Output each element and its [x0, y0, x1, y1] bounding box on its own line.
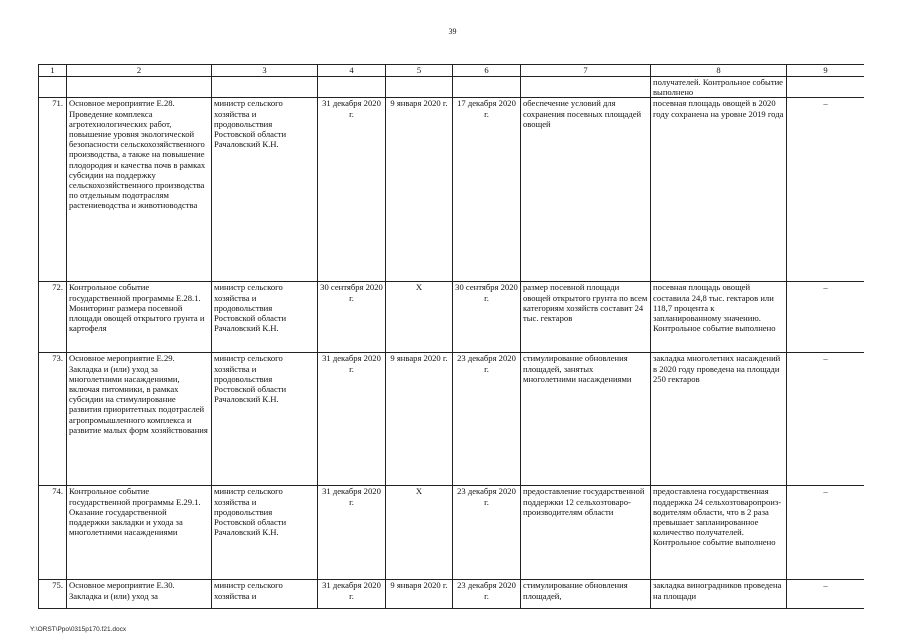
- cell-responsible: министр сельского хозяйства и продовольствия Ростовской области Рачаловский К.Н.: [212, 282, 318, 353]
- page-number: 39: [448, 27, 457, 36]
- table-row: [39, 98, 865, 282]
- cell-actual-result: закладка многолетних насаждений в 2020 году проведена на площади 250 гектаров: [651, 353, 787, 486]
- table-row: [39, 580, 865, 609]
- column-header: 2: [67, 65, 212, 77]
- cell-start-date: 9 января 2020 г.: [386, 98, 453, 282]
- table-row: [39, 282, 865, 353]
- cell-number: 75.: [39, 580, 67, 609]
- footer-file-path: Y:\ORST\Ppo\0315p170.f21.docx: [30, 626, 127, 633]
- report-table: [38, 64, 864, 609]
- cell-number: 73.: [39, 353, 67, 486]
- cell-number: 72.: [39, 282, 67, 353]
- cell-start-date: Х: [386, 282, 453, 353]
- column-header: 8: [651, 65, 787, 77]
- cell-problems: –: [787, 486, 865, 580]
- column-header: 1: [39, 65, 67, 77]
- cell-actual-result: посевная площадь овощей составила 24,8 тыс. гектаров или 118,7 процента к запланированному значению. Контрольное событие выполнено: [651, 282, 787, 353]
- cell-start-date: 9 января 2020 г.: [386, 580, 453, 609]
- cell-start-date: 9 января 2020 г.: [386, 353, 453, 486]
- cell-start-date: Х: [386, 486, 453, 580]
- cell-end-date: 23 декабря 2020 г.: [453, 486, 521, 580]
- cell-actual-result: посевная площадь овощей в 2020 году сохранена на уровне 2019 года: [651, 98, 787, 282]
- cell-end-date: 23 декабря 2020 г.: [453, 580, 521, 609]
- cell-expected-result: размер посевной площади овощей открытого грунта по всем категориям хозяйств составит 24 тыс. гектаров: [521, 282, 651, 353]
- table-row-continuation: [39, 77, 865, 98]
- cell-problems: –: [787, 353, 865, 486]
- cell-activity-name: Контрольное событие государственной программы Е.28.1. Мониторинг размера посевной площади овощей открытого грунта и картофеля: [67, 282, 212, 353]
- cell-actual-result: предоставлена государственная поддержка 24 сельхозтоваропроиз-водителям области, что в 2 раза превышает запланированное количество получателей. Контрольное событие выполнено: [651, 486, 787, 580]
- column-header: 5: [386, 65, 453, 77]
- cell-activity-name: Основное мероприятие Е.29. Закладка и (или) уход за многолетними насаждениями, включая питомники, в рамках субсидии на стимулирование развития приоритетных подотраслей агропромышленного комплекса и развитие малых форм хозяйствования: [67, 353, 212, 486]
- cell-end-date: 17 декабря 2020 г.: [453, 98, 521, 282]
- cell-responsible: министр сельского хозяйства и продовольствия Ростовской области Рачаловский К.Н.: [212, 486, 318, 580]
- column-header: 6: [453, 65, 521, 77]
- cell-responsible: министр сельского хозяйства и продовольствия Ростовской области Рачаловский К.Н.: [212, 98, 318, 282]
- cell-end-date: 23 декабря 2020 г.: [453, 353, 521, 486]
- table-row: [39, 353, 865, 486]
- column-number-row: [39, 65, 865, 77]
- table-row: [39, 486, 865, 580]
- cell-activity-name: Контрольное событие государственной программы Е.29.1. Оказание государственной поддержки закладки и ухода за многолетними насаждениями: [67, 486, 212, 580]
- cell-plan-date: 31 декабря 2020 г.: [318, 353, 386, 486]
- column-header: 7: [521, 65, 651, 77]
- column-header: 4: [318, 65, 386, 77]
- cell-problems: –: [787, 282, 865, 353]
- cell-expected-result: стимулирование обновления площадей, занятых многолетними насаждениями: [521, 353, 651, 486]
- cell-end-date: 30 сентября 2020 г.: [453, 282, 521, 353]
- cell-expected-result: предоставление государственной поддержки 12 сельхозтоваро-производителям области: [521, 486, 651, 580]
- report-table-wrapper: [38, 64, 864, 609]
- cell-responsible: министр сельского хозяйства и продовольствия Ростовской области Рачаловский К.Н.: [212, 353, 318, 486]
- cell-actual-result: получателей. Контрольное событие выполнено: [651, 77, 787, 98]
- cell-plan-date: 31 декабря 2020 г.: [318, 486, 386, 580]
- cell-actual-result: закладка виноградников проведена на площади: [651, 580, 787, 609]
- cell-activity-name: Основное мероприятие Е.28. Проведение комплекса агротехнологических работ, повышение уровня экологической безопасности сельскохозяйственного производства, а также на повышение плодородия и качества почв в рамках субсидии на поддержку сельскохозяйственного производства по отдельным подотраслям растениеводства и животноводства: [67, 98, 212, 282]
- cell-problems: –: [787, 580, 865, 609]
- column-header: 3: [212, 65, 318, 77]
- cell-number: 71.: [39, 98, 67, 282]
- cell-expected-result: обеспечение условий для сохранения посевных площадей овощей: [521, 98, 651, 282]
- cell-problems: –: [787, 98, 865, 282]
- cell-number: 74.: [39, 486, 67, 580]
- cell-expected-result: стимулирование обновления площадей,: [521, 580, 651, 609]
- cell-responsible: министр сельского хозяйства и: [212, 580, 318, 609]
- column-header: 9: [787, 65, 865, 77]
- cell-plan-date: 31 декабря 2020 г.: [318, 98, 386, 282]
- cell-activity-name: Основное мероприятие Е.30. Закладка и (или) уход за: [67, 580, 212, 609]
- cell-plan-date: 30 сентября 2020 г.: [318, 282, 386, 353]
- cell-plan-date: 31 декабря 2020 г.: [318, 580, 386, 609]
